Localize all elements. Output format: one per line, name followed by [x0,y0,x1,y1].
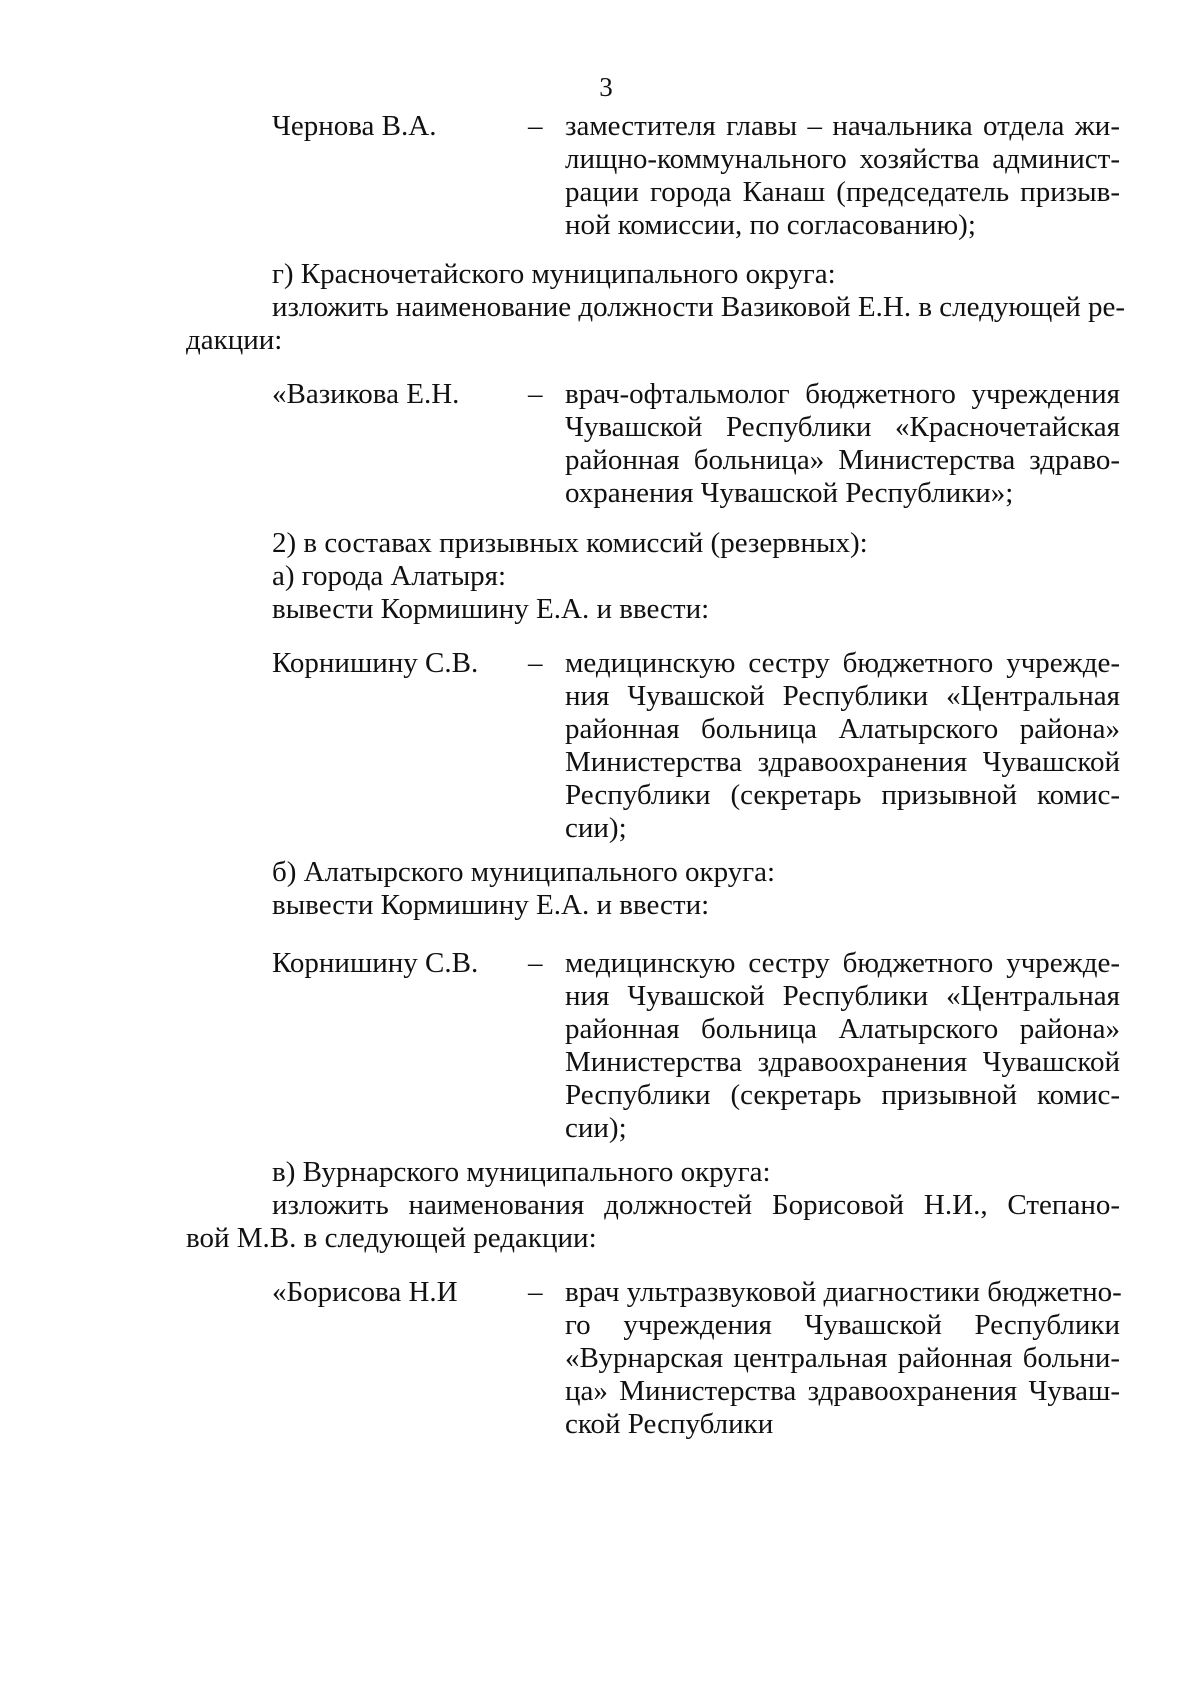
position-description [565,1276,1120,1441]
position-description [565,947,1120,1145]
amendment-paragraph [0,258,1200,357]
paragraph-line: дакции: [186,324,283,356]
description-line: ния Чувашской Республики «Центральная [565,680,1120,712]
description-line: врач ультразвуковой диагностики бюджетно- [565,1276,1122,1308]
description-line: рации города Канаш (председатель призыв- [565,176,1120,208]
entry-dash: – [528,1276,543,1308]
description-line: ния Чувашской Республики «Центральная [565,980,1120,1012]
description-line: районная больница Алатырского района» [565,713,1120,745]
description-line: ской Республики [565,1408,774,1440]
paragraph-line: вой М.В. в следующей редакции: [186,1222,597,1254]
description-line: Республики (секретарь призывной комис- [565,779,1120,811]
description-line: сии); [565,1112,627,1144]
description-line: «Вурнарская центральная районная больни- [565,1342,1120,1374]
description-line: медицинскую сестру бюджетного учрежде- [565,647,1120,679]
amendment-paragraph [0,1156,1200,1255]
person-name: Корнишину С.В. [272,647,479,679]
position-description [565,378,1120,510]
description-line: Министерства здравоохранения Чувашской [565,1046,1120,1078]
description-line: охранения Чувашской Республики»; [565,477,1014,509]
description-line: сии); [565,812,627,844]
person-name: Корнишину С.В. [272,947,479,979]
paragraph-line: вывести Кормишину Е.А. и ввести: [272,889,710,921]
paragraph-line: вывести Кормишину Е.А. и ввести: [272,593,710,625]
description-line: ца» Министерства здравоохранения Чуваш- [565,1375,1120,1407]
description-line: го учреждения Чувашской Республики [565,1309,1120,1341]
entry-dash: – [528,378,543,410]
paragraph-line: изложить наименование должности Вазиковой Е.Н. в следующей ре- [272,291,1126,323]
description-line: районная больница» Министерства здраво- [565,444,1120,476]
description-line: лищно-коммунального хозяйства админист- [565,143,1120,175]
entry-dash: – [528,110,543,142]
paragraph-line: 2) в составах призывных комиссий (резервных): [272,527,868,559]
person-name: «Борисова Н.И [272,1276,458,1308]
paragraph-line: а) города Алатыря: [272,560,507,592]
description-line: Министерства здравоохранения Чувашской [565,746,1120,778]
description-line: районная больница Алатырского района» [565,1013,1120,1045]
entry-dash: – [528,947,543,979]
paragraph-line: б) Алатырского муниципального округа: [272,856,776,888]
entry-dash: – [528,647,543,679]
paragraph-line: изложить наименования должностей Борисовой Н.И., Степано- [272,1189,1120,1221]
amendment-paragraph [0,856,1200,922]
paragraph-line: в) Вурнарского муниципального округа: [272,1156,771,1188]
person-name: «Вазикова Е.Н. [272,378,460,410]
person-name: Чернова В.А. [272,110,437,142]
amendment-paragraph [0,527,1200,626]
position-description [565,647,1120,845]
paragraph-line: г) Красночетайского муниципального округа: [272,258,836,290]
description-line: Чувашской Республики «Красночетайская [565,411,1120,443]
description-line: медицинскую сестру бюджетного учрежде- [565,947,1120,979]
description-line: врач-офтальмолог бюджетного учреждения [565,378,1120,410]
page-number: 3 [599,72,613,102]
position-description [565,110,1120,242]
description-line: ной комиссии, по согласованию); [565,209,976,241]
description-line: Республики (секретарь призывной комис- [565,1079,1120,1111]
description-line: заместителя главы – начальника отдела жи- [565,110,1120,142]
